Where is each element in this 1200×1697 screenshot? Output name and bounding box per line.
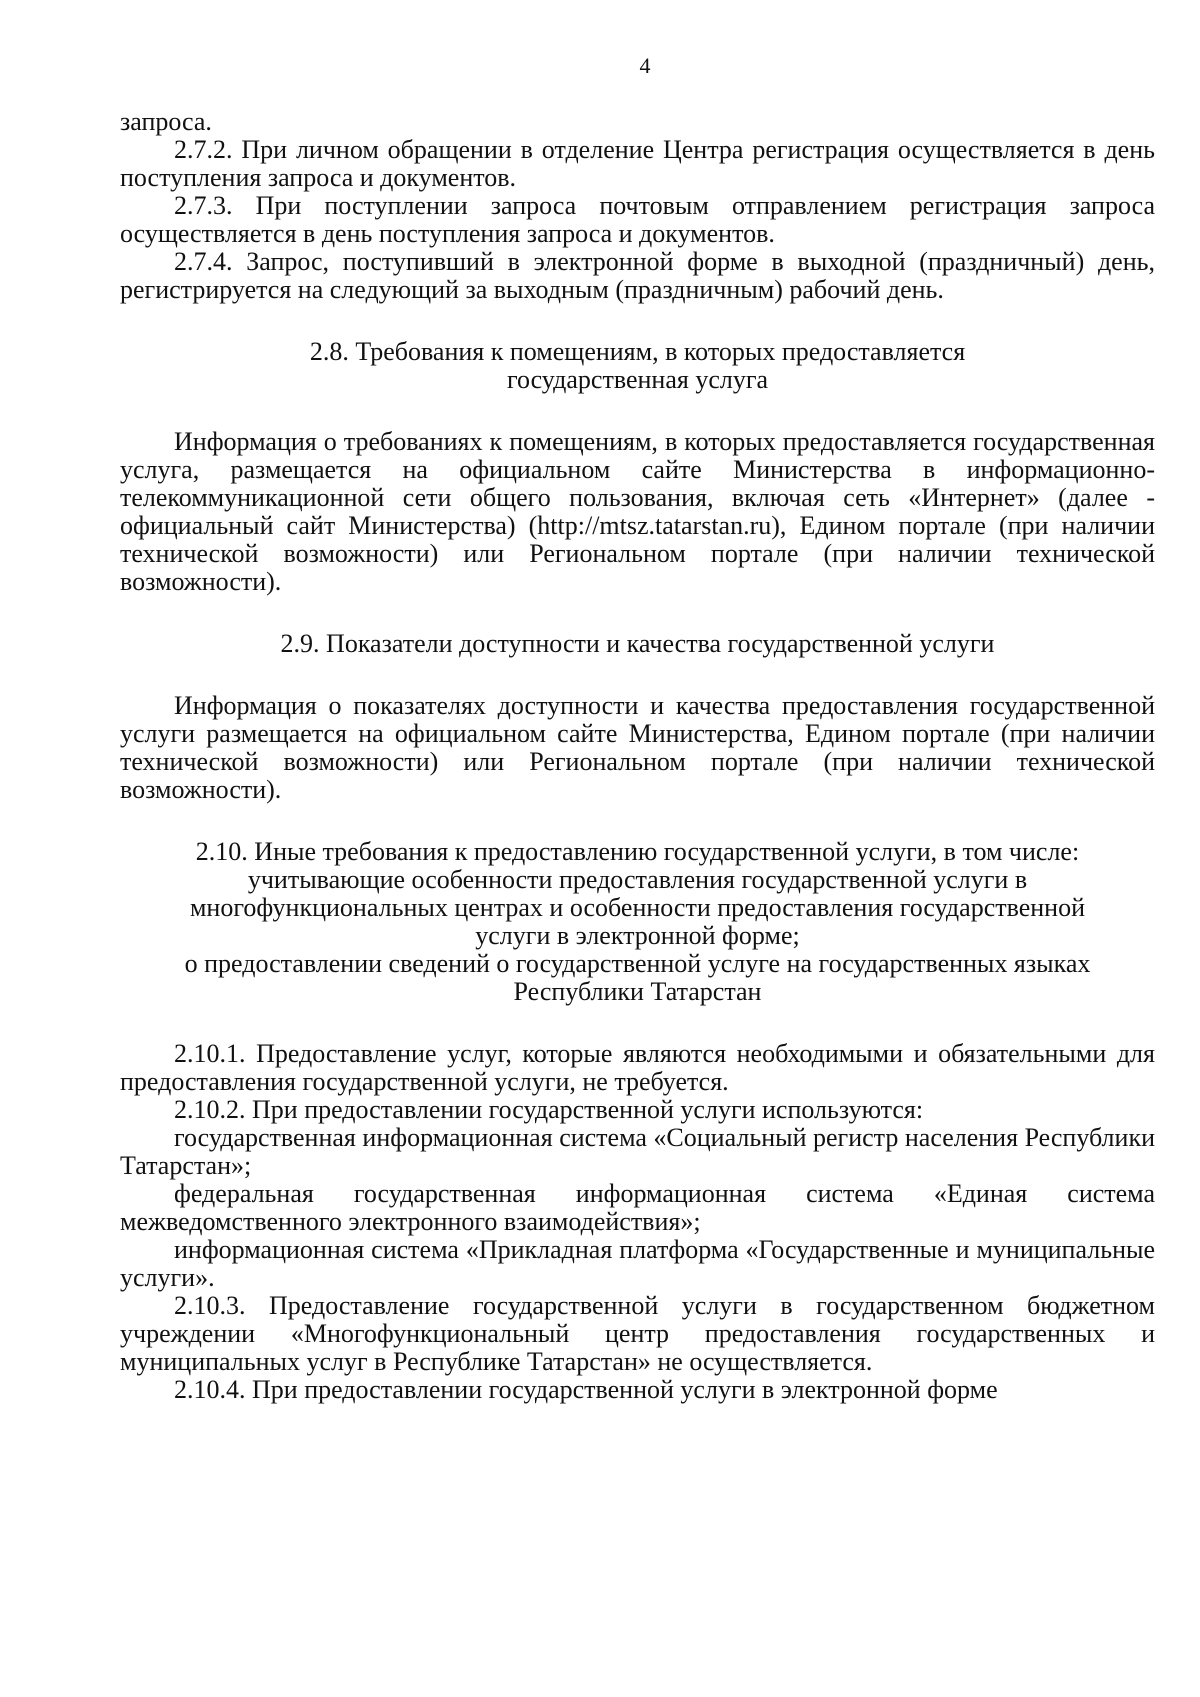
paragraph-2-7-4: 2.7.4. Запрос, поступивший в электронной форме в выходной (праздничный) день, регистрируется на следующий за выходным (праздничным) рабочий день. [120, 247, 1155, 304]
paragraph-2-7-3: 2.7.3. При поступлении запроса почтовым отправлением регистрация запроса осуществляется в день поступления запроса и документов. [120, 191, 1155, 248]
heading-2-10-line2: учитывающие особенности предоставления государственной услуги в [247, 865, 1028, 894]
paragraph-2-10-3: 2.10.3. Предоставление государственной услуги в государственном бюджетном учреждении «Многофункциональный центр предоставления государственных и муниципальных услуг в Республике Татарстан» не осуществляется. [120, 1291, 1155, 1376]
paragraph-2-10-2: 2.10.2. При предоставлении государственной услуги используются: [174, 1095, 924, 1124]
heading-2-10-line4: услуги в электронной форме; [475, 921, 800, 950]
paragraph-2-10-4: 2.10.4. При предоставлении государственной услуги в электронной форме [174, 1375, 998, 1404]
list-item: федеральная государственная информационная система «Единая система межведомственного электронного взаимодействия»; [120, 1179, 1155, 1236]
continuation-text: запроса. [120, 107, 212, 136]
heading-2-10-line3: многофункциональных центрах и особенности предоставления государственной [189, 893, 1086, 922]
list-item: государственная информационная система «Социальный регистр населения Республики Татарстан»; [120, 1123, 1155, 1180]
heading-2-10-line6: Республики Татарстан [513, 977, 762, 1006]
page-number: 4 [639, 53, 651, 78]
heading-2-10-line5: о предоставлении сведений о государственной услуге на государственных языках [184, 949, 1091, 978]
paragraph-2-7-2: 2.7.2. При личном обращении в отделение Центра регистрация осуществляется в день поступления запроса и документов. [120, 135, 1155, 192]
heading-2-10-line1: 2.10. Иные требования к предоставлению государственной услуги, в том числе: [195, 837, 1080, 866]
heading-2-8 [120, 338, 1155, 394]
heading-2-8-line2: государственная услуга [506, 365, 769, 394]
heading-2-8-line1: 2.8. Требования к помещениям, в которых предоставляется [309, 337, 966, 366]
heading-2-9 [120, 630, 1155, 658]
paragraph-2-8-body: Информация о требованиях к помещениям, в которых предоставляется государственная услуга, размещается на официальном сайте Министерства в информационно-телекоммуникационной сети общего пользования, включая сеть «Интернет» (далее - официальный сайт Министерства) (http://mtsz.tatarstan.ru), Едином портале (при наличии технической возможности) или Региональном портале (при наличии технической возможности). [120, 427, 1155, 596]
paragraph-2-10-1: 2.10.1. Предоставление услуг, которые являются необходимыми и обязательными для предоставления государственной услуги, не требуется. [120, 1039, 1155, 1096]
list-item: информационная система «Прикладная платформа «Государственные и муниципальные услуги». [120, 1235, 1155, 1292]
heading-2-10 [120, 838, 1155, 1006]
heading-2-9-line1: 2.9. Показатели доступности и качества государственной услуги [280, 629, 995, 658]
document-body [120, 108, 1155, 1404]
paragraph-2-9-body: Информация о показателях доступности и качества предоставления государственной услуги размещается на официальном сайте Министерства, Едином портале (при наличии технической возможности) или Региональном портале (при наличии технической возможности). [120, 691, 1155, 804]
